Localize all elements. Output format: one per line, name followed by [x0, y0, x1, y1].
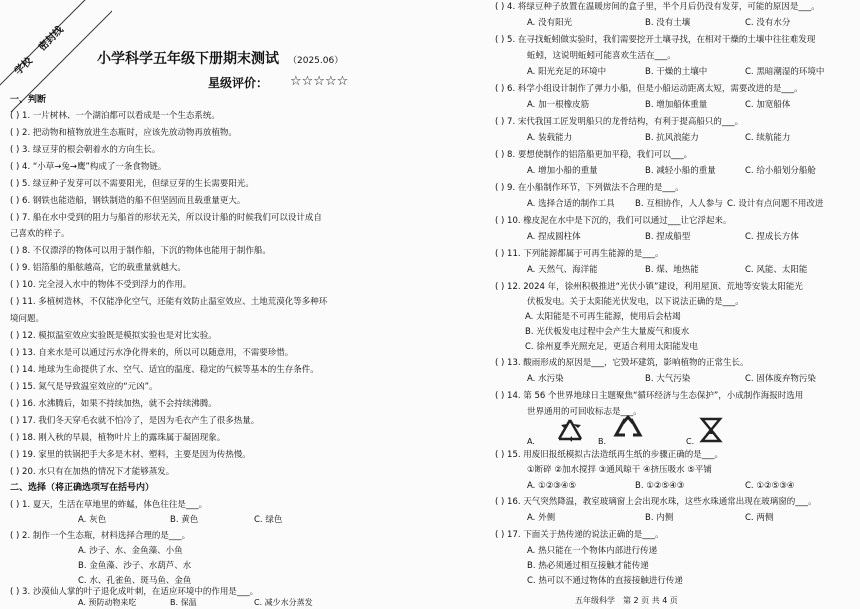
- choice-question: ( ) 7. 宋代我国工匠发明船只的龙骨结构，有利于提高船只的___。: [495, 117, 744, 127]
- choice-option: A. 加一根橡皮筋: [527, 100, 590, 110]
- choice-question: ( ) 8. 要想使制作的铝箔船更加平稳，我们可以___。: [495, 150, 693, 160]
- option-c-label: C.: [686, 437, 695, 446]
- option-b-label: B.: [598, 437, 607, 446]
- choice-question-cont: 伏板发电。关于太阳能光伏发电，以下说法正确的是___。: [527, 297, 744, 307]
- right-page: [455, 0, 860, 609]
- judge-item: ( ) 12. 模拟温室效应实验既是模拟实验也是对比实验。: [10, 331, 217, 341]
- choice-option: C. ①②⑤③④: [745, 481, 795, 491]
- judge-item: ( ) 15. 氮气是导致温室效应的“元凶”。: [10, 382, 158, 392]
- choice-question: ( ) 2. 制作一个生态瓶，材料选择合理的是___。: [10, 531, 191, 541]
- judge-item: ( ) 8. 不仅漂浮的物体可以用于制作船，下沉的物体也能用于制作船。: [10, 246, 271, 256]
- choice-option: B. 减轻小船的重量: [645, 166, 716, 176]
- choice-option: A. 增加小船的重量: [527, 166, 598, 176]
- choice-option: C. 绿色: [254, 515, 283, 525]
- choice-option: A. 阳光充足的环境中: [527, 67, 607, 77]
- choice-option: B. 大气污染: [645, 374, 691, 384]
- choice-question: ( ) 1. 夏天，生活在草地里的蚱蜢，体色往往是___。: [10, 500, 208, 510]
- school-label: 学校: [12, 55, 35, 78]
- choice-question: ( ) 10. 橡皮泥在水中是下沉的，我们可以通过___让它浮起来。: [495, 216, 732, 226]
- choice-option: A. 没有阳光: [527, 18, 573, 28]
- choice-option: C. 捏成长方体: [745, 232, 799, 242]
- choice-option: C. 徐州夏季光照充足，更适合利用太阳能发电: [525, 342, 698, 352]
- judge-item: ( ) 9. 铝箔船的船舷越高，它的载重量就越大。: [10, 263, 186, 273]
- judge-item: ( ) 10. 完全浸入水中的物体不受到浮力的作用。: [10, 280, 192, 290]
- choice-option: A. 灰色: [78, 515, 107, 525]
- judge-item-cont: 境问题。: [10, 314, 45, 324]
- choice-option: C. 两侧: [745, 513, 774, 523]
- judge-item: ( ) 5. 绿豆种子发芽可以不需要阳光，但绿豆芽的生长需要阳光。: [10, 179, 254, 189]
- choice-option: C. 固体废弃物污染: [745, 374, 816, 384]
- judge-item: ( ) 18. 刚入秋的早晨，植物叶片上的露珠属于凝固现象。: [10, 433, 226, 443]
- seal-line-label: 密封线: [36, 24, 66, 54]
- choice-option: A. 热只能在一个物体内部进行传递: [527, 546, 658, 556]
- judge-item: ( ) 17. 我们冬天穿毛衣就不怕冷了，是因为毛衣产生了很多热量。: [10, 416, 260, 426]
- choice-option: B. ①②⑤④③: [635, 481, 685, 491]
- choice-option: B. 内侧: [645, 513, 674, 523]
- choice-option: C. 加宽船体: [745, 100, 791, 110]
- rating-stars: ☆☆☆☆☆: [290, 74, 349, 89]
- choice-option: B. 保温: [170, 598, 197, 607]
- choice-option: C. 黑暗潮湿的环境中: [745, 67, 825, 77]
- choice-option: B. 煤、地热能: [645, 265, 699, 275]
- judge-item: ( ) 19. 家里的铁锅把手大多是木材、塑料，主要是因为传热慢。: [10, 450, 251, 460]
- choice-question: ( ) 12. 2024 年，徐州积极推进“光伏小镇”建设，利用屋顶、荒地等安装太阳能光: [495, 282, 803, 292]
- choice-option: A. 预防动物来吃: [78, 598, 137, 607]
- option-a-label: A.: [527, 437, 535, 446]
- choice-question: ( ) 9. 在小船制作环节，下列做法不合理的是___。: [495, 183, 684, 193]
- judge-item: ( ) 6. 钢铁也能造船，钢铁制造的船不但坚固而且载重量更大。: [10, 196, 246, 206]
- judge-item: ( ) 1. 一片树林、一个湖泊都可以看成是一个生态系统。: [10, 111, 220, 121]
- choice-option: B. 热必须通过相互接触才能传递: [527, 561, 649, 571]
- choice-question: ( ) 16. 天气突然降温，教室玻璃窗上会出现水珠，这些水珠通常出现在玻璃窗的___。: [495, 497, 817, 507]
- choice-option: C. 热可以不通过物体的直接接触进行传递: [527, 576, 683, 586]
- choice-option: B. 干燥的土壤中: [645, 67, 708, 77]
- choice-question: ( ) 17. 下面关于热传递的说法正确的是___。: [495, 530, 664, 540]
- choice-question-cont: 蚯蚓，这说明蚯蚓可能喜欢生活在___。: [527, 51, 676, 61]
- judge-item: ( ) 7. 船在水中受到的阻力与船首的形状无关，所以设计船的时候我们可以设计成自: [10, 213, 322, 223]
- choice-option: B. 金鱼藻、沙子、水葫芦、水: [78, 561, 192, 571]
- section-choice-heading: 二、选择（将正确选项写在括号内）: [10, 483, 155, 493]
- judge-item: ( ) 4. “小草→兔→鹰”构成了一条食物链。: [10, 162, 167, 172]
- choice-option: B. 增加船体重量: [645, 100, 708, 110]
- judge-item: ( ) 13. 自来水是可以通过污水净化得来的，所以可以随意用，不需要珍惜。: [10, 348, 294, 358]
- choice-option: A. 捏成圆柱体: [527, 232, 581, 242]
- choice-option: A. 装载能力: [527, 133, 573, 143]
- exam-title: 小学科学五年级下册期末测试: [97, 51, 279, 67]
- step-list: ①断碎 ②加水搅拌 ③通风晾干 ④挤压吸水 ⑤平铺: [527, 465, 712, 475]
- choice-option: A. 天然气、海洋能: [527, 265, 598, 275]
- recycle-mobius-icon: [611, 415, 645, 443]
- judge-item: ( ) 14. 地球为生命提供了水、空气、适宜的温度、稳定的气候等基本的生存条件。: [10, 365, 319, 375]
- choice-option: C. 风能、太阳能: [745, 265, 808, 275]
- choice-question: ( ) 6. 科学小组设计制作了弹力小船，但是小船运动距离太短，需要改进的是___。: [495, 84, 803, 94]
- choice-question: ( ) 4. 将绿豆种子放置在温暖房间的盒子里，半个月后仍没有发芽，可能的原因是___。: [495, 2, 820, 12]
- choice-option: B. 没有土壤: [645, 18, 691, 28]
- choice-option: A. 太阳能是不可再生能源，使用后会枯竭: [525, 312, 681, 322]
- choice-option: B. 抗风浪能力: [645, 133, 699, 143]
- rating-label: 星级评价：: [208, 76, 269, 90]
- choice-option: A. 沙子、水、金鱼藻、小鱼: [78, 546, 183, 556]
- judge-item: ( ) 16. 水沸腾后，如果不持续加热，就不会持续沸腾。: [10, 399, 217, 409]
- page-footer: 五年级科学 第 2 页 共 4 页: [575, 596, 678, 605]
- judge-item: ( ) 11. 多植树造林，不仅能净化空气，还能有效防止温室效应、土地荒漠化等多种环: [10, 297, 328, 307]
- choice-option: A. 水污染: [527, 374, 564, 384]
- judge-item: ( ) 2. 把动物和植物放进生态瓶时，应该先放动物再放植物。: [10, 128, 237, 138]
- choice-question: ( ) 3. 沙漠仙人掌的叶子退化成叶刺，在适应环境中的作用是___。: [10, 587, 259, 597]
- judge-item: ( ) 20. 水只有在加热的情况下才能够蒸发。: [10, 467, 175, 477]
- choice-option: A. 外侧: [527, 513, 556, 523]
- choice-option: C. 减少水分蒸发: [254, 598, 313, 607]
- choice-option: A. ①②③④⑤: [527, 481, 577, 491]
- choice-option: B. 光伏板发电过程中会产生大量废气和废水: [525, 327, 690, 337]
- recycle-triangle-arrows-icon: [553, 417, 587, 443]
- choice-option: A. 选择合适的制作工具: [527, 199, 615, 209]
- choice-question: ( ) 14. 第 56 个世界地球日主题聚焦“循环经济与生态保护”，小成制作海报时选用: [495, 391, 804, 401]
- exam-date: （2025.06）: [288, 56, 344, 66]
- choice-option: C. 续航能力: [745, 133, 791, 143]
- choice-question-cont: 世界通用的可回收标志是___。: [527, 407, 642, 417]
- choice-question: ( ) 5. 在寻找蚯蚓做实验时，我们需要挖开土壤寻找，在相对干燥的土壤中往往难发现: [495, 35, 816, 45]
- choice-question: ( ) 13. 酸雨形成的原因是___，它毁坏建筑，影响植物的正常生长。: [495, 358, 749, 368]
- choice-option: C. 设计有点问题不用改进: [727, 199, 824, 209]
- hourglass-recycle-icon: [699, 416, 723, 444]
- choice-question: ( ) 15. 用废旧报纸模拟古法造纸再生纸的步骤正确的是___。: [495, 450, 724, 460]
- choice-option: B. 捏成船型: [645, 232, 691, 242]
- judge-item-cont: 己喜欢的样子。: [10, 229, 70, 239]
- choice-option: C. 水、孔雀鱼、斑马鱼、金鱼: [78, 576, 192, 586]
- choice-option: C. 没有水分: [745, 18, 791, 28]
- choice-question: ( ) 11. 下列能源都属于可再生能源的是___。: [495, 249, 664, 259]
- choice-option: C. 给小船划分船舱: [745, 166, 816, 176]
- section-judge-heading: 一、判断: [10, 95, 47, 105]
- choice-option: B. 互相协作，人人参与: [635, 199, 723, 209]
- choice-option: B. 黄色: [170, 515, 199, 525]
- judge-item: ( ) 3. 绿豆芽的根会朝着水的方向生长。: [10, 145, 161, 155]
